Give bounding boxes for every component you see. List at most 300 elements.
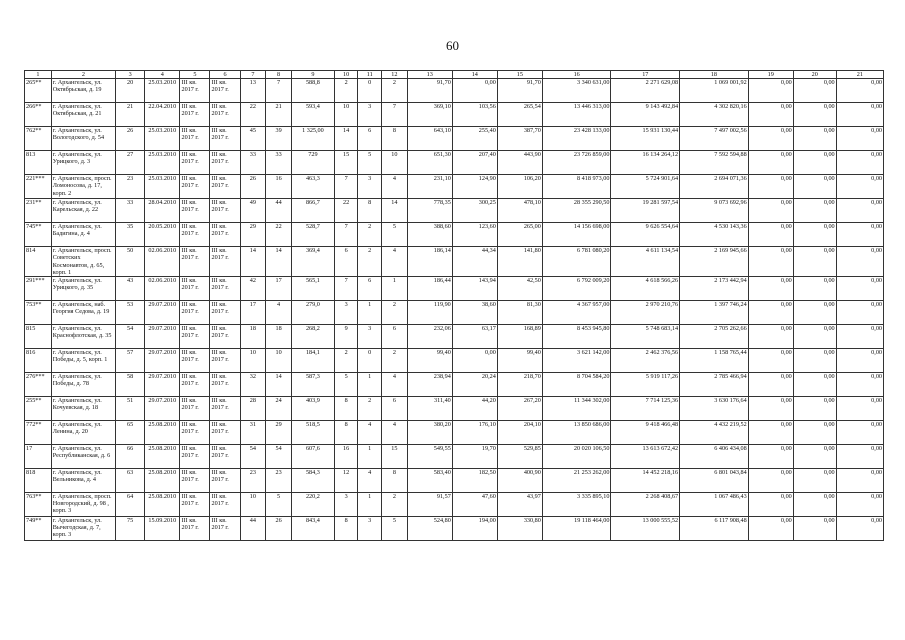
table-cell: 5 748 683,14 — [611, 325, 680, 349]
column-header: 15 — [497, 71, 542, 79]
table-row — [25, 349, 884, 373]
table-cell: 265,00 — [497, 223, 542, 247]
table-cell: 6 — [382, 397, 408, 421]
table-cell: III кв. 2017 г. — [210, 445, 240, 469]
table-cell: 587,3 — [291, 373, 334, 397]
table-cell: 23 — [266, 469, 292, 493]
table-cell: 43,97 — [497, 493, 542, 517]
table-cell: 0,00 — [748, 199, 793, 223]
table-cell: 3 — [358, 175, 382, 199]
table-cell: III кв. 2017 г. — [180, 103, 210, 127]
table-cell: 3 335 895,10 — [542, 493, 611, 517]
table-cell: 7 714 125,36 — [611, 397, 680, 421]
table-cell: 772** — [25, 421, 52, 445]
table-cell: 17 — [25, 445, 52, 469]
table-cell: III кв. 2017 г. — [180, 223, 210, 247]
table-cell: 3 — [358, 325, 382, 349]
table-cell: 3 — [358, 517, 382, 541]
table-cell: 10 — [334, 103, 358, 127]
table-cell: 143,94 — [452, 277, 497, 301]
table-cell: 0,00 — [836, 151, 883, 175]
table-cell: 49 — [240, 199, 266, 223]
column-header: 11 — [358, 71, 382, 79]
table-cell: 8 453 945,80 — [542, 325, 611, 349]
table-cell: 2 462 376,56 — [611, 349, 680, 373]
table-cell: 45 — [240, 127, 266, 151]
table-cell: 0 — [358, 79, 382, 103]
table-cell: 20.05.2010 — [145, 223, 180, 247]
table-cell: 3 621 142,00 — [542, 349, 611, 373]
table-cell: г. Архангельск, ул. Вологодского, д. 54 — [51, 127, 115, 151]
table-cell: 0,00 — [793, 445, 836, 469]
table-cell: 0,00 — [452, 79, 497, 103]
table-cell: 0,00 — [793, 223, 836, 247]
table-cell: 66 — [116, 445, 145, 469]
table-cell: 6 801 043,84 — [680, 469, 749, 493]
table-cell: 0,00 — [836, 373, 883, 397]
table-cell: III кв. 2017 г. — [210, 493, 240, 517]
table-cell: 63,17 — [452, 325, 497, 349]
table-cell: 0,00 — [793, 373, 836, 397]
table-cell: 813 — [25, 151, 52, 175]
table-cell: 0,00 — [836, 445, 883, 469]
table-cell: 106,20 — [497, 175, 542, 199]
table-cell: г. Архангельск, ул. Вельникова, д. 4 — [51, 469, 115, 493]
table-cell: 0,00 — [793, 199, 836, 223]
table-cell: 478,10 — [497, 199, 542, 223]
table-cell: 103,56 — [452, 103, 497, 127]
table-cell: III кв. 2017 г. — [180, 493, 210, 517]
table-cell: 528,7 — [291, 223, 334, 247]
page-number: 60 — [446, 38, 459, 53]
table-cell: III кв. 2017 г. — [180, 397, 210, 421]
table-cell: г. Архангельск, ул. Республиканская, д. 6 — [51, 445, 115, 469]
table-cell: 14 — [266, 247, 292, 277]
table-cell: 186,44 — [407, 277, 452, 301]
table-cell: 0,00 — [836, 277, 883, 301]
table-cell: 28.04.2010 — [145, 199, 180, 223]
table-cell: 7 — [334, 223, 358, 247]
table-cell: 0,00 — [836, 103, 883, 127]
table-cell: 29.07.2010 — [145, 325, 180, 349]
table-cell: 15.09.2010 — [145, 517, 180, 541]
table-cell: 2 268 408,67 — [611, 493, 680, 517]
table-cell: 4 — [382, 373, 408, 397]
table-cell: 0,00 — [748, 247, 793, 277]
table-cell: 2 — [382, 493, 408, 517]
table-cell: 42 — [240, 277, 266, 301]
table-cell: 19 118 464,00 — [542, 517, 611, 541]
table-cell: 583,40 — [407, 469, 452, 493]
table-cell: 2 705 262,66 — [680, 325, 749, 349]
table-cell: 182,50 — [452, 469, 497, 493]
table-cell: 5 — [382, 517, 408, 541]
table-cell: 25.08.2010 — [145, 493, 180, 517]
table-cell: 22 — [334, 199, 358, 223]
table-cell: 119,90 — [407, 301, 452, 325]
table-cell: 54 — [116, 325, 145, 349]
column-header: 3 — [116, 71, 145, 79]
table-cell: 593,4 — [291, 103, 334, 127]
table-cell: 2 — [334, 349, 358, 373]
table-cell: III кв. 2017 г. — [180, 127, 210, 151]
table-cell: 24 — [266, 397, 292, 421]
table-cell: 0 — [358, 349, 382, 373]
table-cell: 5 — [358, 151, 382, 175]
table-cell: 8 — [382, 127, 408, 151]
table-cell: 4 432 219,52 — [680, 421, 749, 445]
table-cell: 81,30 — [497, 301, 542, 325]
table-cell: 13 613 672,42 — [611, 445, 680, 469]
table-cell: 0,00 — [836, 397, 883, 421]
table-cell: 5 — [382, 223, 408, 247]
table-cell: 1 — [358, 301, 382, 325]
table-cell: 0,00 — [793, 349, 836, 373]
table-cell: 0,00 — [793, 493, 836, 517]
table-cell: III кв. 2017 г. — [180, 151, 210, 175]
table-cell: 6 406 434,08 — [680, 445, 749, 469]
column-header: 9 — [291, 71, 334, 79]
table-row — [25, 421, 884, 445]
table-cell: 54 — [240, 445, 266, 469]
table-cell: 25.08.2010 — [145, 421, 180, 445]
table-cell: 443,90 — [497, 151, 542, 175]
table-row — [25, 127, 884, 151]
table-cell: 123,60 — [452, 223, 497, 247]
table-cell: 8 — [382, 469, 408, 493]
table-cell: 4 — [358, 421, 382, 445]
table-row — [25, 151, 884, 175]
table-cell: 866,7 — [291, 199, 334, 223]
table-cell: г. Архангельск, ул. Кочуевская, д. 18 — [51, 397, 115, 421]
table-cell: г. Архангельск, ул. Октябрьская, д. 21 — [51, 103, 115, 127]
table-cell: 1 — [358, 445, 382, 469]
table-cell: 25.03.2010 — [145, 151, 180, 175]
table-cell: 749** — [25, 517, 52, 541]
table-cell: 369,10 — [407, 103, 452, 127]
table-cell: 26 — [240, 175, 266, 199]
table-cell: 6 — [334, 247, 358, 277]
table-cell: 29.07.2010 — [145, 349, 180, 373]
table-cell: 4 — [382, 421, 408, 445]
table-cell: 463,3 — [291, 175, 334, 199]
table-cell: 0,00 — [748, 349, 793, 373]
table-cell: 33 — [266, 151, 292, 175]
column-header: 14 — [452, 71, 497, 79]
table-cell: 9 — [334, 325, 358, 349]
table-cell: 0,00 — [836, 493, 883, 517]
table-cell: 12 — [334, 469, 358, 493]
table-cell: 762** — [25, 127, 52, 151]
table-cell: 0,00 — [748, 445, 793, 469]
table-cell: 13 000 555,52 — [611, 517, 680, 541]
table-cell: 22 — [240, 103, 266, 127]
table-cell: г. Архангельск, ул. Ленина, д. 20 — [51, 421, 115, 445]
table-cell: 584,3 — [291, 469, 334, 493]
table-cell: III кв. 2017 г. — [180, 349, 210, 373]
column-header: 19 — [748, 71, 793, 79]
table-cell: 5 724 901,64 — [611, 175, 680, 199]
table-row — [25, 445, 884, 469]
table-header-row — [25, 71, 884, 79]
table-cell: 44 — [240, 517, 266, 541]
table-row — [25, 79, 884, 103]
table-cell: 0,00 — [793, 79, 836, 103]
table-cell: 0,00 — [793, 421, 836, 445]
table-cell: 13 — [240, 79, 266, 103]
table-cell: 2 — [358, 223, 382, 247]
table-cell: 369,4 — [291, 247, 334, 277]
table-cell: 7 497 002,56 — [680, 127, 749, 151]
table-cell: 4 530 143,36 — [680, 223, 749, 247]
table-cell: 25.03.2010 — [145, 79, 180, 103]
table-cell: 194,00 — [452, 517, 497, 541]
table-cell: 29 — [240, 223, 266, 247]
table-cell: 2 — [358, 247, 382, 277]
table-cell: 18 — [266, 325, 292, 349]
table-cell: 255** — [25, 397, 52, 421]
table-cell: 27 — [116, 151, 145, 175]
table-cell: 9 626 554,64 — [611, 223, 680, 247]
table-row — [25, 199, 884, 223]
table-cell: 0,00 — [836, 127, 883, 151]
table-cell: 0,00 — [748, 79, 793, 103]
table-cell: 0,00 — [748, 175, 793, 199]
table-cell: 1 067 486,43 — [680, 493, 749, 517]
table-cell: 607,6 — [291, 445, 334, 469]
table-cell: 35 — [116, 223, 145, 247]
table-cell: 0,00 — [748, 421, 793, 445]
table-cell: 300,25 — [452, 199, 497, 223]
table-cell: III кв. 2017 г. — [210, 79, 240, 103]
table-cell: 29 — [266, 421, 292, 445]
table-cell: 0,00 — [748, 151, 793, 175]
table-cell: г. Архангельск, ул. Урицкого, д. 3 — [51, 151, 115, 175]
table-row — [25, 301, 884, 325]
table-cell: III кв. 2017 г. — [210, 175, 240, 199]
table-cell: 268,2 — [291, 325, 334, 349]
table-cell: III кв. 2017 г. — [210, 517, 240, 541]
table-row — [25, 247, 884, 277]
table-cell: 124,90 — [452, 175, 497, 199]
table-cell: 0,00 — [748, 397, 793, 421]
table-cell: г. Архангельск, просп. Советских Космонавтов, д. 65, корп. 1 — [51, 247, 115, 277]
table-cell: 16 — [334, 445, 358, 469]
table-cell: 91,57 — [407, 493, 452, 517]
table-cell: 91,70 — [497, 79, 542, 103]
table-row — [25, 103, 884, 127]
table-cell: 0,00 — [836, 175, 883, 199]
table-cell: 231,10 — [407, 175, 452, 199]
table-cell: 23 428 133,00 — [542, 127, 611, 151]
column-header: 20 — [793, 71, 836, 79]
table-cell: 26 — [266, 517, 292, 541]
table-cell: 1 397 746,24 — [680, 301, 749, 325]
table-cell: 31 — [240, 421, 266, 445]
table-cell: 4 302 820,16 — [680, 103, 749, 127]
table-cell: 218,70 — [497, 373, 542, 397]
table-cell: III кв. 2017 г. — [210, 223, 240, 247]
table-cell: 51 — [116, 397, 145, 421]
table-cell: 518,5 — [291, 421, 334, 445]
table-cell: 221*** — [25, 175, 52, 199]
table-row — [25, 469, 884, 493]
table-cell: 1 — [358, 493, 382, 517]
table-cell: 2 — [382, 79, 408, 103]
table-cell: 141,80 — [497, 247, 542, 277]
table-cell: 29.07.2010 — [145, 301, 180, 325]
table-cell: 818 — [25, 469, 52, 493]
table-cell: III кв. 2017 г. — [210, 325, 240, 349]
table-cell: 3 340 631,00 — [542, 79, 611, 103]
table-cell: 33 — [240, 151, 266, 175]
table-cell: 380,20 — [407, 421, 452, 445]
table-row — [25, 325, 884, 349]
table-cell: 0,00 — [793, 247, 836, 277]
table-cell: 23 726 859,00 — [542, 151, 611, 175]
table-cell: 4 618 566,26 — [611, 277, 680, 301]
table-cell: 5 — [266, 493, 292, 517]
table-cell: 0,00 — [793, 127, 836, 151]
table-cell: III кв. 2017 г. — [180, 325, 210, 349]
table-cell: г. Архангельск, ул. Победы, д. 78 — [51, 373, 115, 397]
table-cell: 4 — [266, 301, 292, 325]
table-cell: 23 — [116, 175, 145, 199]
table-cell: III кв. 2017 г. — [210, 127, 240, 151]
table-cell: III кв. 2017 г. — [210, 397, 240, 421]
table-cell: 22 — [266, 223, 292, 247]
table-cell: 184,1 — [291, 349, 334, 373]
table-cell: 0,00 — [793, 151, 836, 175]
table-cell: 549,55 — [407, 445, 452, 469]
table-cell: 291*** — [25, 277, 52, 301]
table-cell: 25.03.2010 — [145, 127, 180, 151]
column-header: 12 — [382, 71, 408, 79]
table-cell: 39 — [266, 127, 292, 151]
table-cell: 20 020 106,50 — [542, 445, 611, 469]
table-cell: 643,10 — [407, 127, 452, 151]
table-cell: 43 — [116, 277, 145, 301]
table-cell: 19 281 597,54 — [611, 199, 680, 223]
table-cell: III кв. 2017 г. — [210, 469, 240, 493]
table-cell: 0,00 — [836, 469, 883, 493]
table-cell: 266** — [25, 103, 52, 127]
table-cell: г. Архангельск, ул. Вычегодская, д. 7, корп. 3 — [51, 517, 115, 541]
column-header: 7 — [240, 71, 266, 79]
table-cell: 8 704 584,20 — [542, 373, 611, 397]
table-cell: 0,00 — [793, 325, 836, 349]
table-cell: 17 — [266, 277, 292, 301]
table-cell: 524,80 — [407, 517, 452, 541]
table-cell: 565,1 — [291, 277, 334, 301]
table-row — [25, 223, 884, 247]
table-cell: 0,00 — [793, 103, 836, 127]
table-cell: III кв. 2017 г. — [180, 277, 210, 301]
table-cell: 0,00 — [836, 79, 883, 103]
table-cell: III кв. 2017 г. — [210, 247, 240, 277]
table-cell: 10 — [266, 349, 292, 373]
table-cell: 23 — [240, 469, 266, 493]
table-cell: 387,70 — [497, 127, 542, 151]
table-row — [25, 277, 884, 301]
table-cell: III кв. 2017 г. — [210, 277, 240, 301]
table-cell: 21 — [266, 103, 292, 127]
table-row — [25, 175, 884, 199]
column-header: 10 — [334, 71, 358, 79]
table-cell: 28 355 290,50 — [542, 199, 611, 223]
table-cell: 745** — [25, 223, 52, 247]
table-cell: III кв. 2017 г. — [180, 247, 210, 277]
table-cell: 6 792 009,20 — [542, 277, 611, 301]
table-cell: 8 — [334, 517, 358, 541]
table-cell: 3 — [358, 103, 382, 127]
table-cell: 38,60 — [452, 301, 497, 325]
table-cell: 651,30 — [407, 151, 452, 175]
table-row — [25, 517, 884, 541]
table-cell: 54 — [266, 445, 292, 469]
table-cell: 25.08.2010 — [145, 469, 180, 493]
table-cell: 02.06.2010 — [145, 247, 180, 277]
table-cell: 7 — [334, 277, 358, 301]
table-cell: 44,20 — [452, 397, 497, 421]
table-cell: 63 — [116, 469, 145, 493]
table-cell: 0,00 — [836, 517, 883, 541]
table-cell: 1 069 001,92 — [680, 79, 749, 103]
table-cell: 6 — [358, 277, 382, 301]
table-cell: г. Архангельск, ул. Карельская, д. 22 — [51, 199, 115, 223]
table-cell: III кв. 2017 г. — [210, 151, 240, 175]
table-cell: 0,00 — [748, 493, 793, 517]
table-cell: 4 — [382, 247, 408, 277]
table-cell: 42,50 — [497, 277, 542, 301]
table-cell: 0,00 — [793, 175, 836, 199]
table-cell: III кв. 2017 г. — [180, 199, 210, 223]
table-cell: 267,20 — [497, 397, 542, 421]
table-cell: 232,06 — [407, 325, 452, 349]
table-cell: 814 — [25, 247, 52, 277]
table-cell: 15 — [334, 151, 358, 175]
table-cell: 403,9 — [291, 397, 334, 421]
table-cell: 0,00 — [836, 421, 883, 445]
table-cell: 7 592 594,88 — [680, 151, 749, 175]
table-cell: 0,00 — [836, 349, 883, 373]
table-cell: 778,35 — [407, 199, 452, 223]
table-cell: 843,4 — [291, 517, 334, 541]
table-cell: 0,00 — [748, 301, 793, 325]
table-cell: 2 694 071,36 — [680, 175, 749, 199]
table-cell: 10 — [240, 349, 266, 373]
table-cell: III кв. 2017 г. — [180, 445, 210, 469]
column-header: 6 — [210, 71, 240, 79]
table-cell: 0,00 — [793, 469, 836, 493]
table-cell: 204,10 — [497, 421, 542, 445]
table-cell: 7 — [266, 79, 292, 103]
table-cell: г. Архангельск, просп. Ломоносова, д. 17, корп. 2 — [51, 175, 115, 199]
table-cell: 16 134 264,12 — [611, 151, 680, 175]
table-cell: 3 — [334, 301, 358, 325]
column-header: 4 — [145, 71, 180, 79]
table-cell: 231** — [25, 199, 52, 223]
table-cell: 20,24 — [452, 373, 497, 397]
table-cell: 0,00 — [793, 301, 836, 325]
table-cell: 176,10 — [452, 421, 497, 445]
table-cell: 16 — [266, 175, 292, 199]
table-cell: 02.06.2010 — [145, 277, 180, 301]
table-cell: 6 — [358, 127, 382, 151]
table-cell: 588,8 — [291, 79, 334, 103]
table-cell: 10 — [382, 151, 408, 175]
table-cell: 0,00 — [748, 277, 793, 301]
